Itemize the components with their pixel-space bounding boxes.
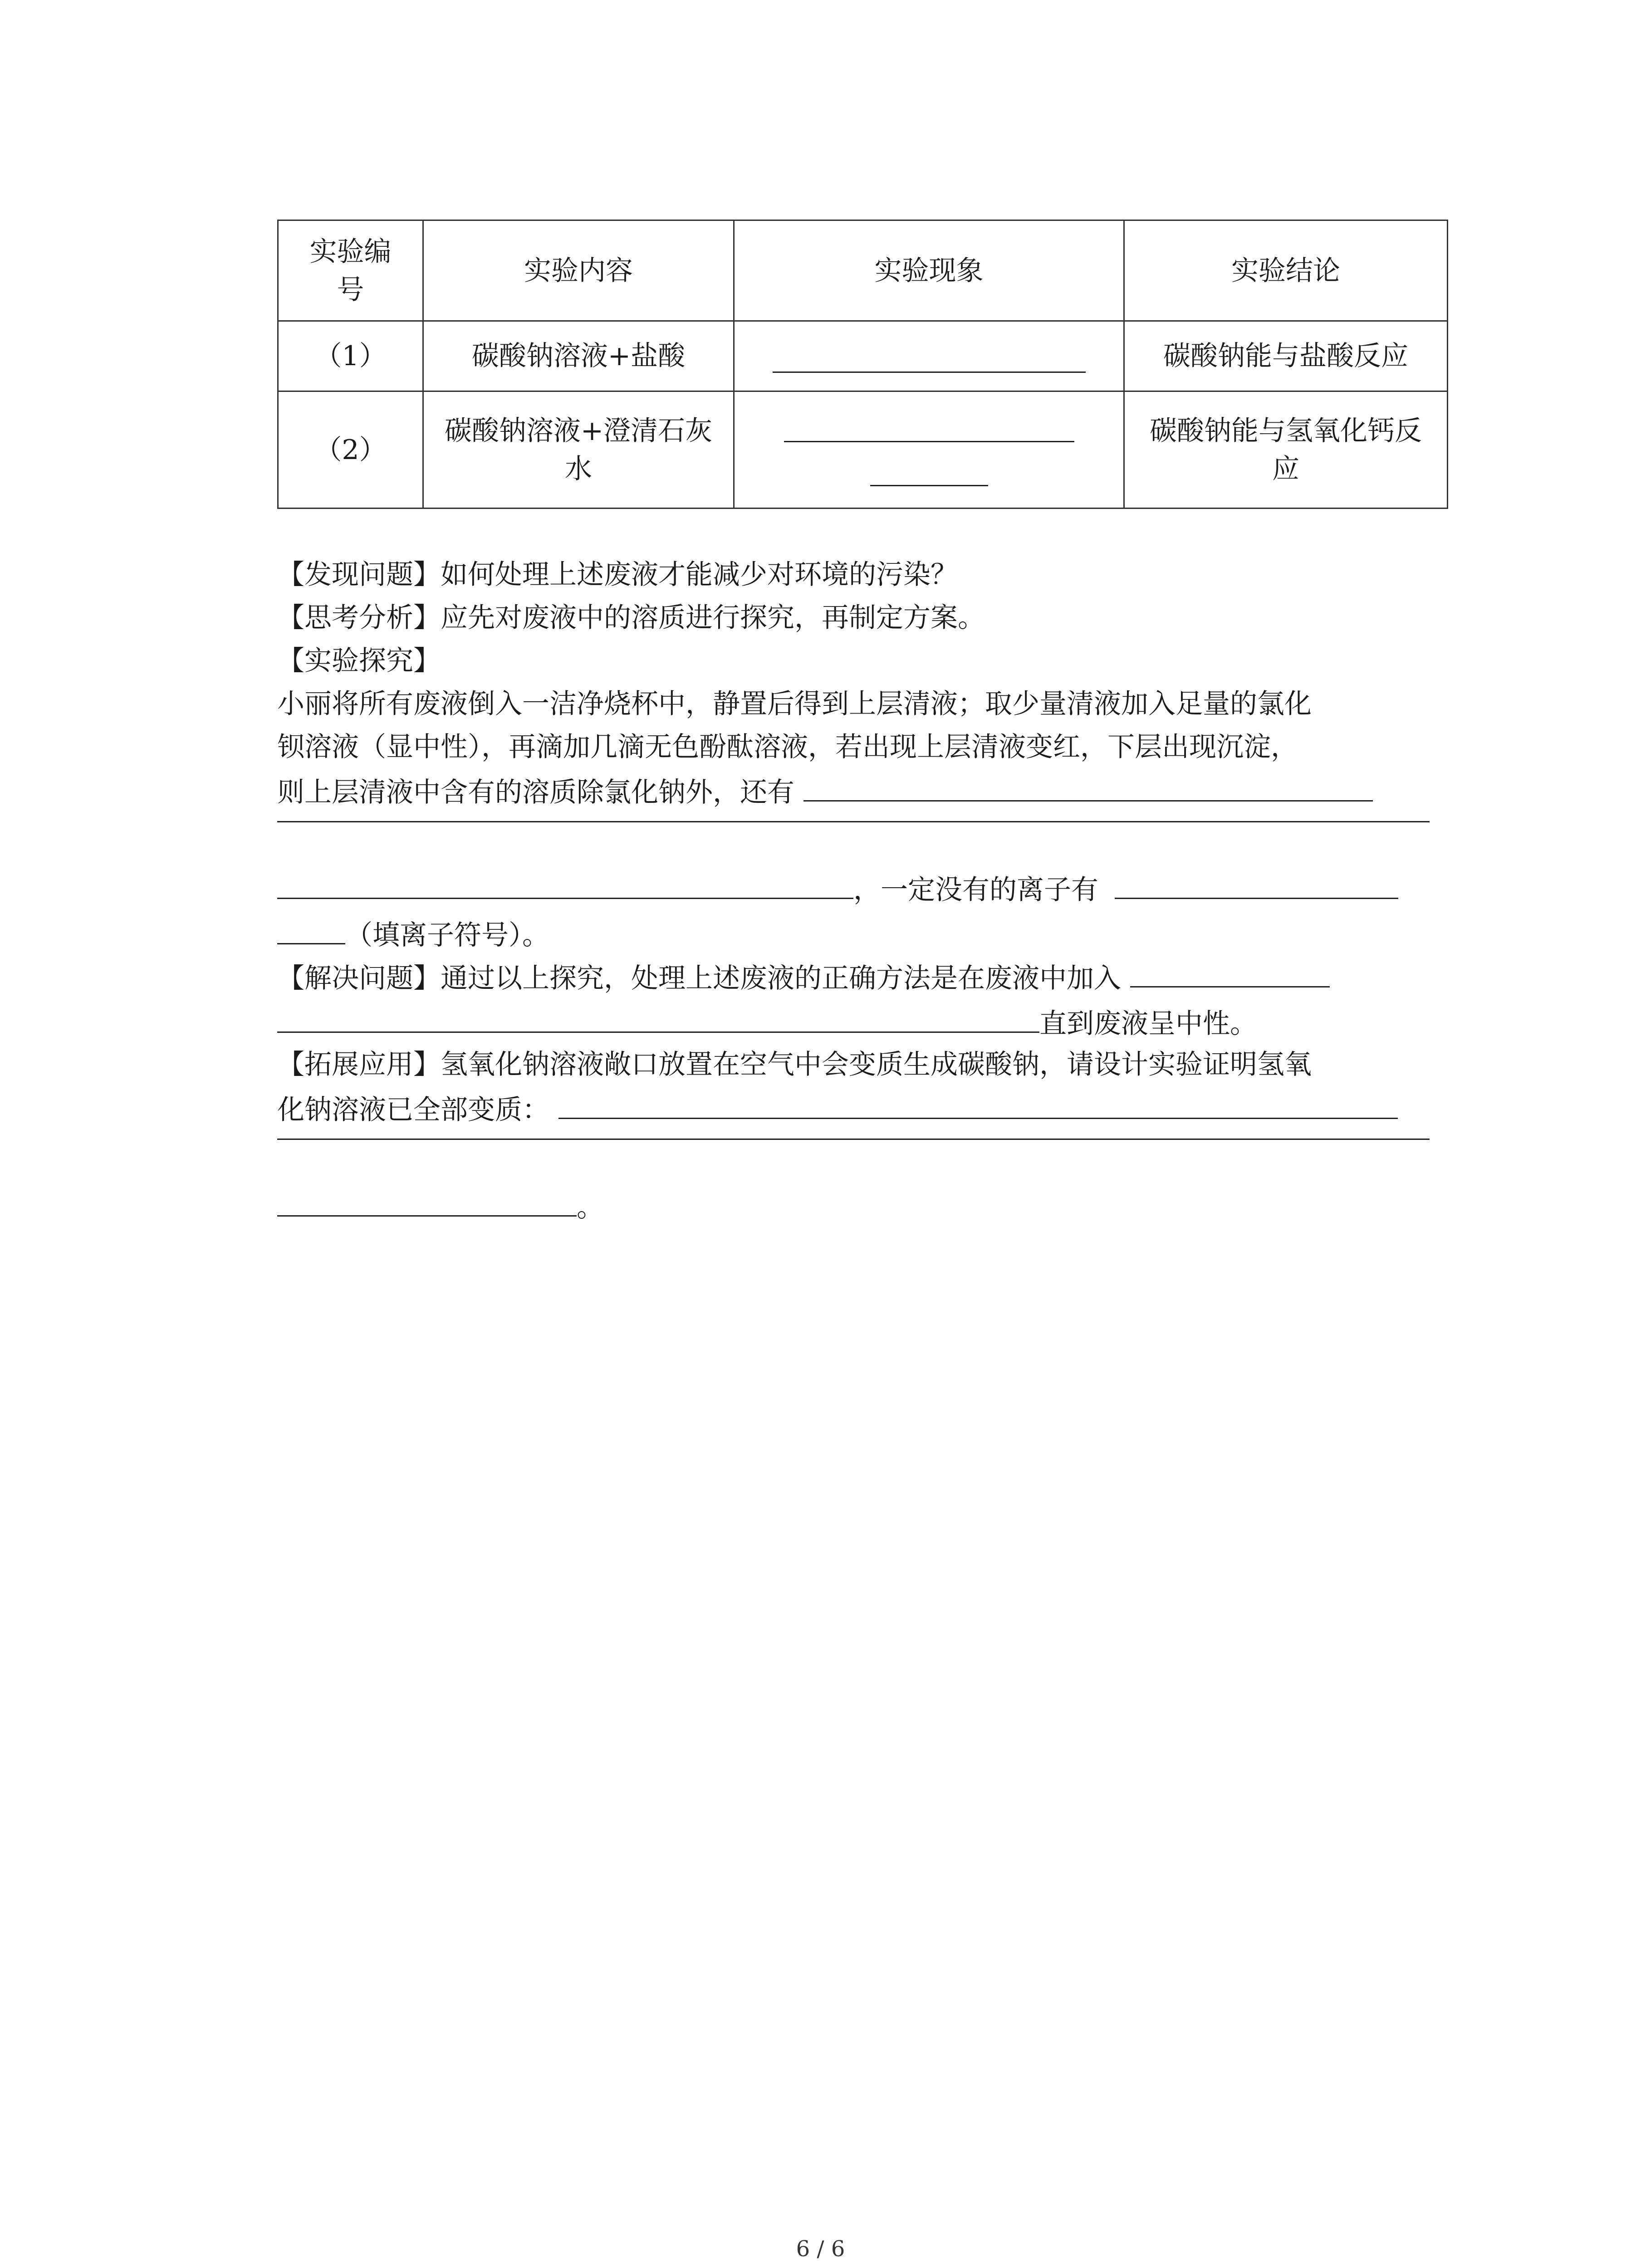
explore-line-5-text: （填离子符号）。 [345, 919, 549, 951]
table-row [278, 391, 1448, 508]
table-header-row [278, 220, 1448, 321]
ion-blank[interactable] [1115, 869, 1398, 899]
solve-line-1 [277, 957, 1330, 997]
explore-line-3 [277, 771, 1373, 811]
design-blank-continued[interactable] [277, 1134, 1430, 1140]
row1-conclusion: 碳酸钠能与盐酸反应 [1124, 321, 1448, 391]
analysis-line: 【思考分析】应先对废液中的溶质进行探究，再制定方案。 [277, 602, 985, 634]
header-conclusion: 实验结论 [1124, 220, 1448, 321]
extend-line-end [277, 1186, 604, 1227]
header-content: 实验内容 [423, 220, 734, 321]
explore-line-5 [277, 914, 549, 954]
solve-line-1-text: 【解决问题】通过以上探究，处理上述废液的正确方法是在废液中加入 [277, 963, 1121, 994]
header-id: 实验编号 [278, 220, 423, 321]
page-number: 6 / 6 [796, 2236, 845, 2262]
row2-conclusion: 碳酸钠能与氢氧化钙反应 [1124, 391, 1448, 508]
row1-id: （1） [278, 321, 423, 391]
extend-end-text: 。 [577, 1192, 604, 1223]
design-blank[interactable] [558, 1089, 1398, 1119]
explore-line-4-text: ，一定没有的离子有 [853, 874, 1098, 906]
explore-line-3-text: 则上层清液中含有的溶质除氯化钠外，还有 [277, 777, 794, 808]
extend-line-2 [277, 1089, 1398, 1129]
ion-blank-end[interactable] [277, 914, 345, 944]
experiment-table [277, 220, 1448, 509]
solute-blank-end[interactable] [277, 869, 853, 899]
solute-blank-continued[interactable] [277, 816, 1430, 822]
method-blank[interactable] [1130, 957, 1330, 987]
table-row [278, 321, 1448, 391]
discover-line: 【发现问题】如何处理上述废液才能减少对环境的污染？ [277, 559, 958, 591]
question-text [277, 556, 1447, 1327]
explore-title: 【实验探究】 [277, 645, 441, 677]
solve-line-2 [277, 1002, 1257, 1043]
extend-line-2-text: 化钠溶液已全部变质： [277, 1094, 549, 1126]
explore-line-2: 钡溶液（显中性），再滴加几滴无色酚酞溶液，若出现上层清液变红，下层出现沉淀， [277, 731, 1298, 763]
extend-line-1: 【拓展应用】氢氧化钠溶液敞口放置在空气中会变质生成碳酸钠，请设计实验证明氢氧 [277, 1049, 1312, 1080]
design-blank-end[interactable] [277, 1186, 577, 1217]
row1-phenomenon-blank[interactable] [734, 321, 1124, 391]
row1-content: 碳酸钠溶液+盐酸 [423, 321, 734, 391]
method-blank-end[interactable] [277, 1002, 1039, 1033]
solute-blank[interactable] [803, 771, 1373, 802]
header-phenomenon: 实验现象 [734, 220, 1124, 321]
solve-line-2-text: 直到废液呈中性。 [1039, 1008, 1257, 1040]
row2-id: （2） [278, 391, 423, 508]
explore-line-4 [277, 869, 1398, 909]
row2-phenomenon-blank[interactable] [734, 391, 1124, 508]
explore-line-1: 小丽将所有废液倒入一洁净烧杯中，静置后得到上层清液；取少量清液加入足量的氯化 [277, 688, 1312, 720]
row2-content: 碳酸钠溶液+澄清石灰水 [423, 391, 734, 508]
